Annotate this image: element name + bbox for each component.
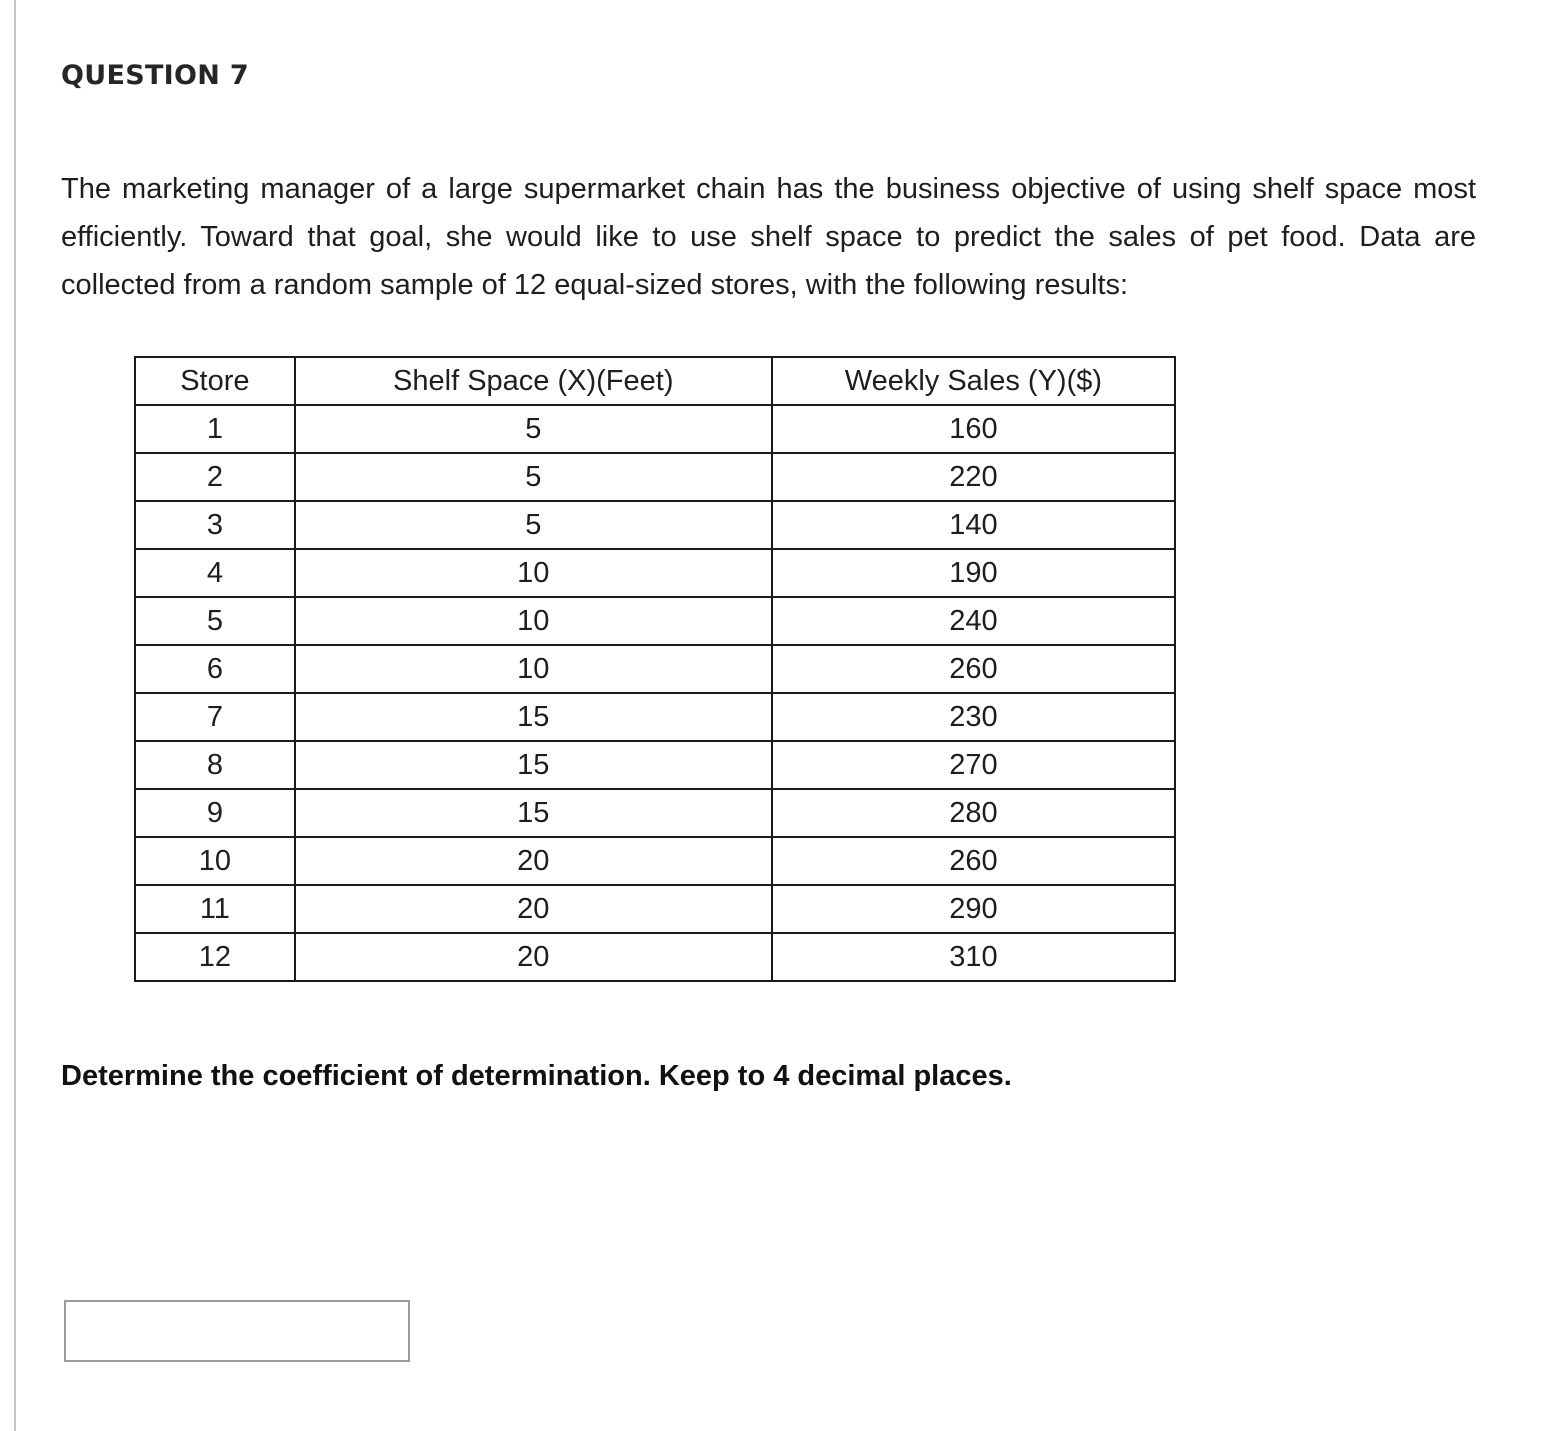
column-header-shelf-space: Shelf Space (X)(Feet) xyxy=(295,357,772,405)
cell-weekly-sales: 260 xyxy=(772,837,1175,885)
table-row xyxy=(135,789,1175,837)
table-row xyxy=(135,453,1175,501)
column-header-weekly-sales: Weekly Sales (Y)($) xyxy=(772,357,1175,405)
table-row xyxy=(135,885,1175,933)
cell-weekly-sales: 230 xyxy=(772,693,1175,741)
answer-input[interactable] xyxy=(64,1300,410,1362)
cell-weekly-sales: 140 xyxy=(772,501,1175,549)
cell-weekly-sales: 220 xyxy=(772,453,1175,501)
cell-weekly-sales: 190 xyxy=(772,549,1175,597)
cell-store: 12 xyxy=(135,933,295,981)
table-row xyxy=(135,597,1175,645)
cell-shelf-space: 15 xyxy=(295,693,772,741)
cell-shelf-space: 5 xyxy=(295,453,772,501)
cell-shelf-space: 5 xyxy=(295,501,772,549)
cell-store: 6 xyxy=(135,645,295,693)
cell-shelf-space: 10 xyxy=(295,549,772,597)
question-prompt: The marketing manager of a large supermarket chain has the business objective of using shelf space most efficiently. Toward that goal, she would like to use shelf space to predict the sales of pet food. Data are collected from a random sample of 12 equal-sized stores, with the following results: xyxy=(61,173,1476,301)
cell-shelf-space: 20 xyxy=(295,837,772,885)
cell-weekly-sales: 270 xyxy=(772,741,1175,789)
table-row xyxy=(135,693,1175,741)
cell-weekly-sales: 280 xyxy=(772,789,1175,837)
cell-store: 8 xyxy=(135,741,295,789)
table-row xyxy=(135,405,1175,453)
question-title: QUESTION 7 xyxy=(61,60,249,91)
cell-store: 3 xyxy=(135,501,295,549)
table-row xyxy=(135,741,1175,789)
cell-shelf-space: 20 xyxy=(295,885,772,933)
cell-store: 1 xyxy=(135,405,295,453)
table-header-row xyxy=(135,357,1175,405)
cell-shelf-space: 15 xyxy=(295,741,772,789)
table-row xyxy=(135,837,1175,885)
table-row xyxy=(135,549,1175,597)
cell-store: 5 xyxy=(135,597,295,645)
page-left-border xyxy=(14,0,16,1431)
table-row xyxy=(135,501,1175,549)
cell-weekly-sales: 290 xyxy=(772,885,1175,933)
cell-store: 11 xyxy=(135,885,295,933)
table-row xyxy=(135,645,1175,693)
cell-weekly-sales: 260 xyxy=(772,645,1175,693)
cell-shelf-space: 15 xyxy=(295,789,772,837)
cell-store: 9 xyxy=(135,789,295,837)
cell-store: 10 xyxy=(135,837,295,885)
cell-shelf-space: 5 xyxy=(295,405,772,453)
cell-shelf-space: 20 xyxy=(295,933,772,981)
cell-weekly-sales: 310 xyxy=(772,933,1175,981)
column-header-store: Store xyxy=(135,357,295,405)
cell-weekly-sales: 160 xyxy=(772,405,1175,453)
cell-store: 7 xyxy=(135,693,295,741)
question-instruction: Determine the coefficient of determination. Keep to 4 decimal places. xyxy=(61,1060,1012,1092)
cell-store: 2 xyxy=(135,453,295,501)
table-row xyxy=(135,933,1175,981)
cell-store: 4 xyxy=(135,549,295,597)
data-table xyxy=(134,356,1176,982)
cell-weekly-sales: 240 xyxy=(772,597,1175,645)
cell-shelf-space: 10 xyxy=(295,597,772,645)
cell-shelf-space: 10 xyxy=(295,645,772,693)
